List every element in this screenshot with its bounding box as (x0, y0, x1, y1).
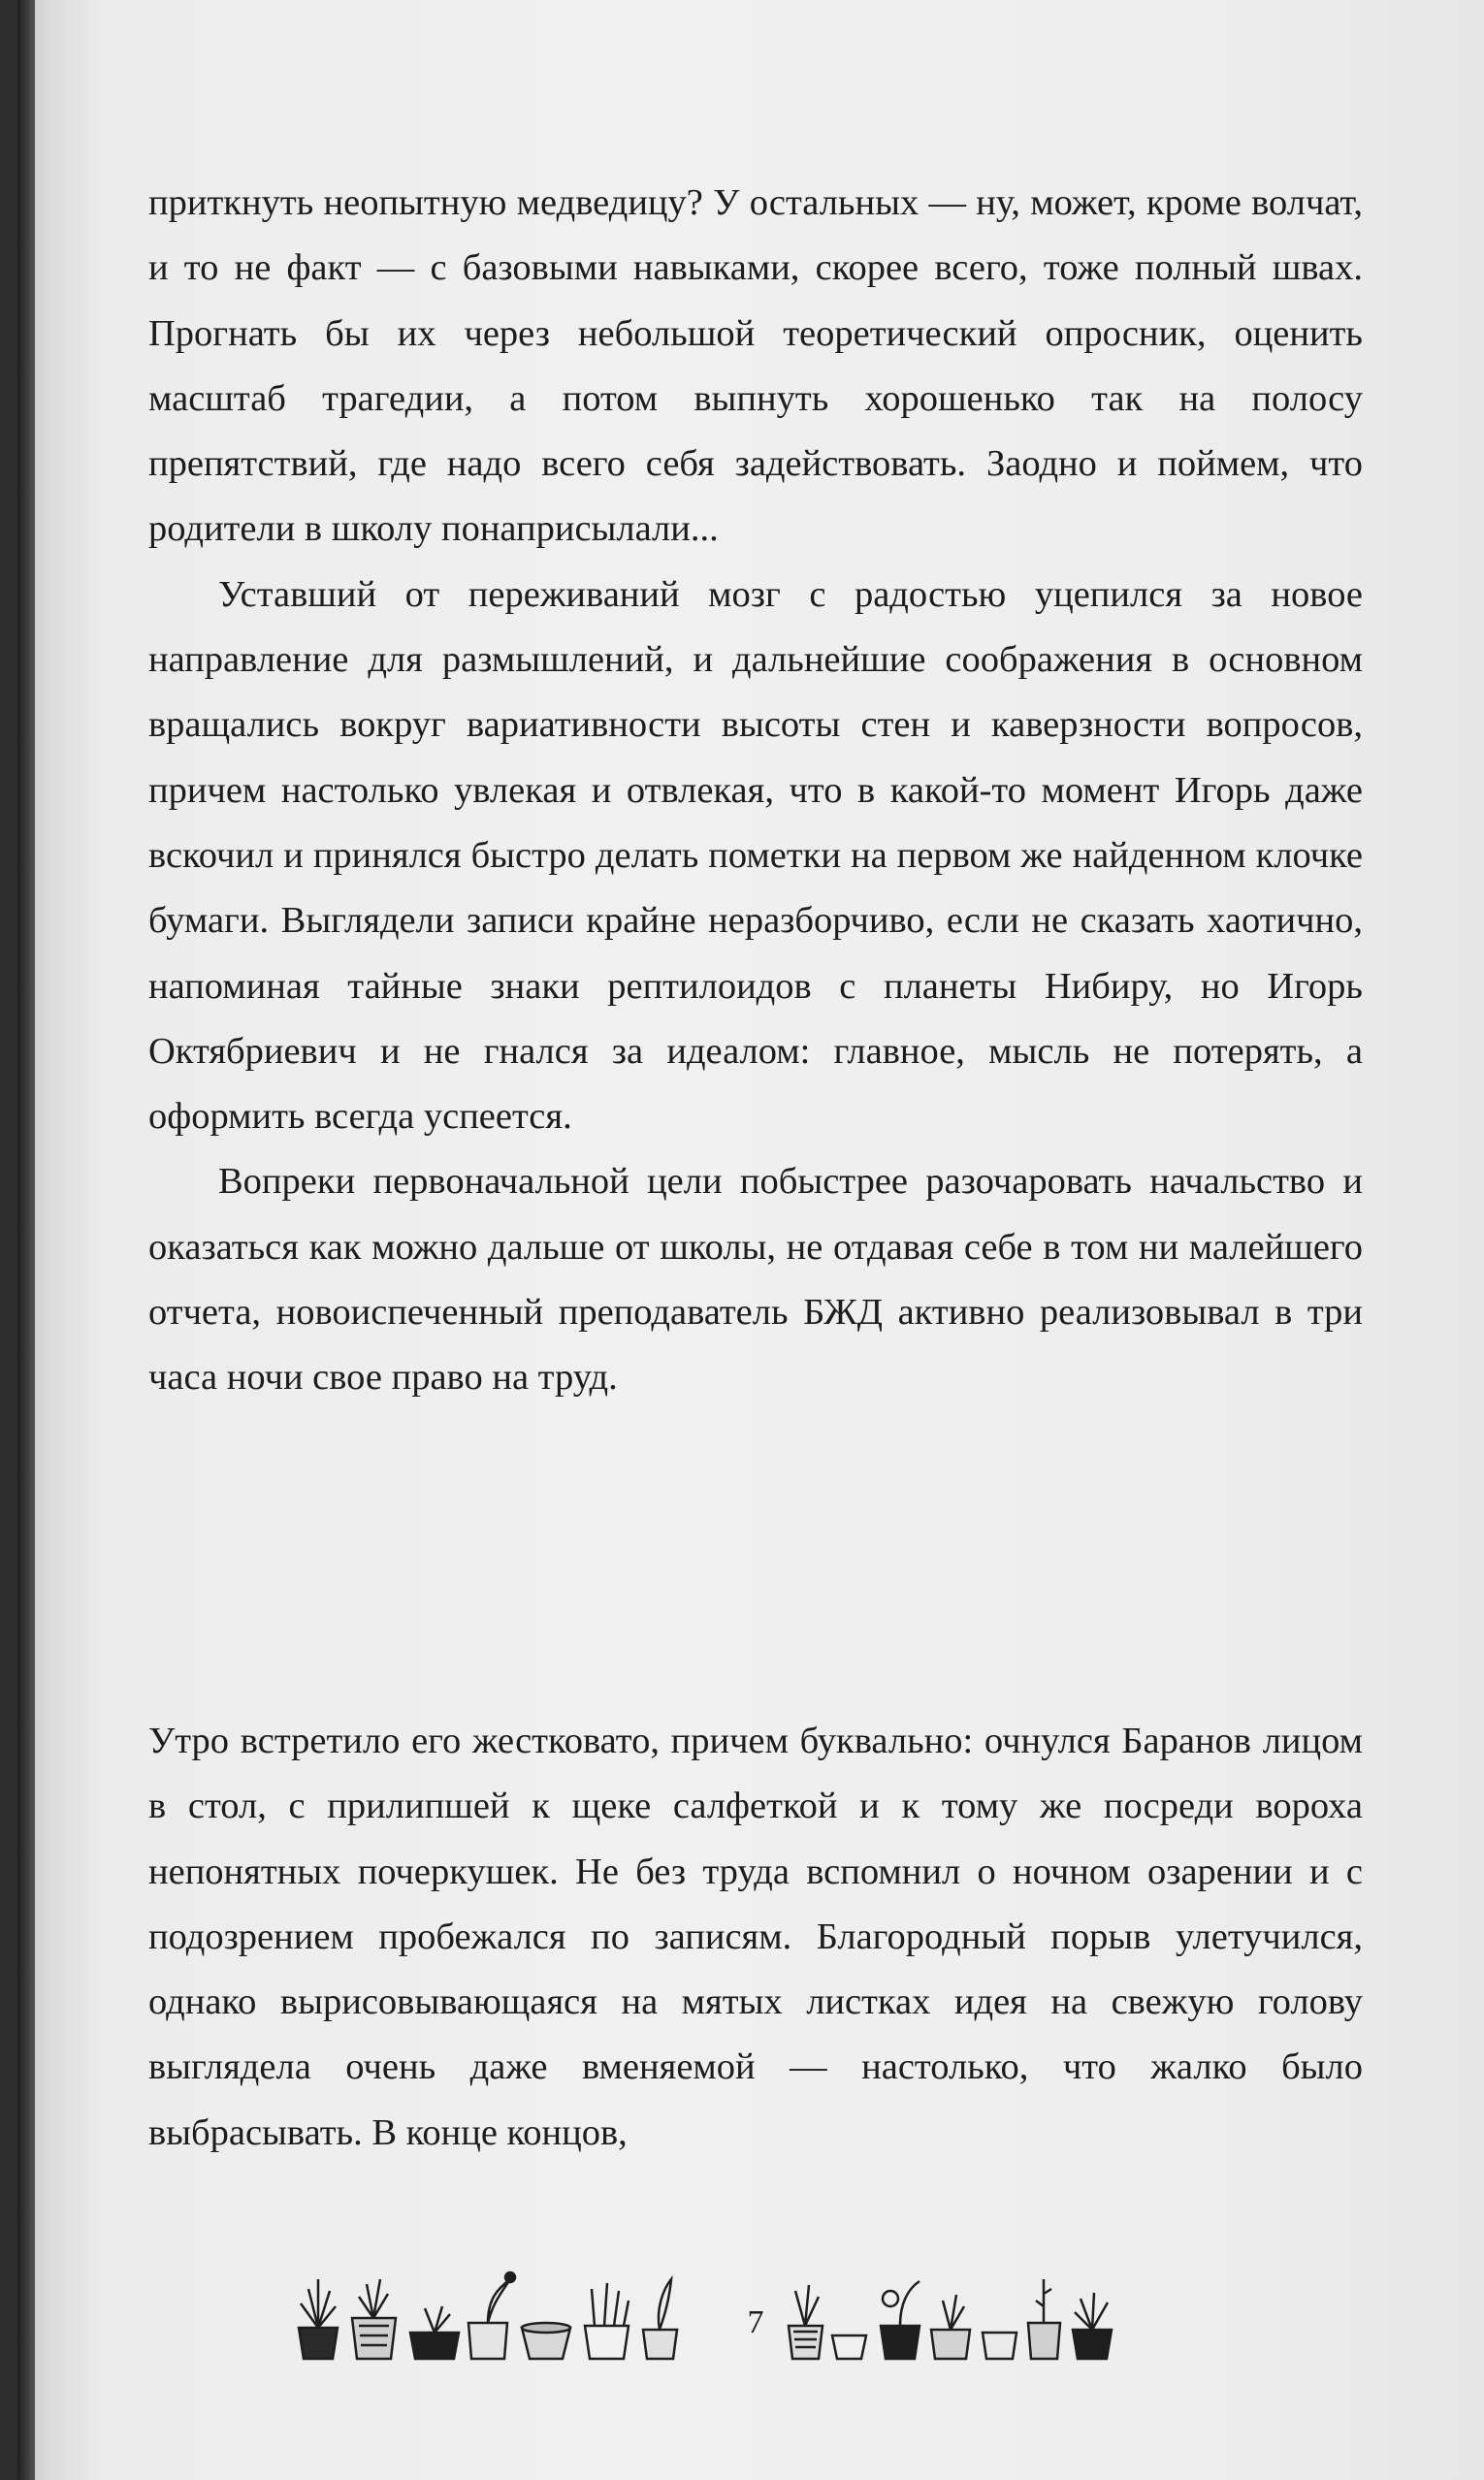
plant-pot-icon (881, 2281, 919, 2359)
plant-pot-icon (352, 2279, 396, 2359)
plant-pot-icon (522, 2323, 570, 2359)
plant-pot-icon (468, 2272, 515, 2359)
plant-pot-icon (789, 2285, 823, 2359)
plant-pot-icon (1028, 2279, 1060, 2359)
plant-pot-icon (585, 2283, 629, 2359)
plant-pot-icon (299, 2279, 338, 2359)
paragraph: Утро встретило его жестковато, причем буквально: очнулся Баранов лицом в стол, с прилипшей к щеке салфеткой и к тому же посреди вороха непонятных почеркушек. Не без труда вспомнил о ночном озарении и с подозрением пробежался по записям. Благородный порыв улетучился, однако вырисовывающаяся на мятых листках идея на свежую голову выглядела очень даже вменяемой — настолько, что жалко было выбрасывать. В конце концов, (148, 1721, 1363, 2153)
page-spine-shadow (17, 0, 35, 2480)
paragraph: Уставший от переживаний мозг с радостью уцепился за новое направление для размышлений, и дальнейшие соображения в основном вращались вокруг вариативности высоты стен и каверзности вопросов, причем настолько увлекая и отвлекая, что в какой-то момент Игорь даже вскочил и принялся быстро делать пометки на первом же найденном клочке бумаги. Выглядели записи крайне неразборчиво, если не сказать хаотично, напоминая тайные знаки рептилоидов с планеты Нибиру, но Игорь Октябриевич и не гнался за идеалом: главное, мысль не потерять, а оформить всегда успеется. (148, 573, 1363, 1138)
page-footer (279, 2250, 1210, 2367)
plant-pot-icon (410, 2306, 459, 2359)
plant-pot-icon (643, 2279, 677, 2359)
text-section-1 (148, 171, 1363, 1411)
paragraph: Вопреки первоначальной цели побыстрее разочаровать начальство и оказаться как можно дальше от школы, не отдавая себе в том ни малейшего отчета, новоиспеченный преподаватель БЖД активно реализовывал в три часа ночи свое право на труд. (148, 1161, 1363, 1399)
plant-pot-icon (931, 2295, 970, 2359)
plant-pot-icon (983, 2333, 1016, 2359)
paragraph: приткнуть неопытную медведицу? У остальных — ну, может, кроме волчат, и то не факт — с базовыми навыками, скорее всего, тоже полный швах. Прогнать бы их через небольшой теоретический опросник, оценить масштаб трагедии, а потом выпнуть хорошенько так на полосу препятствий, где надо всего себя задействовать. Заодно и поймем, что родители в школу понаприсылали... (148, 182, 1363, 550)
page-number: 7 (747, 2304, 764, 2340)
plant-pot-icon (832, 2335, 866, 2359)
book-page (17, 0, 1484, 2480)
plant-pot-icon (1073, 2293, 1112, 2359)
text-section-2 (148, 1709, 1363, 2166)
